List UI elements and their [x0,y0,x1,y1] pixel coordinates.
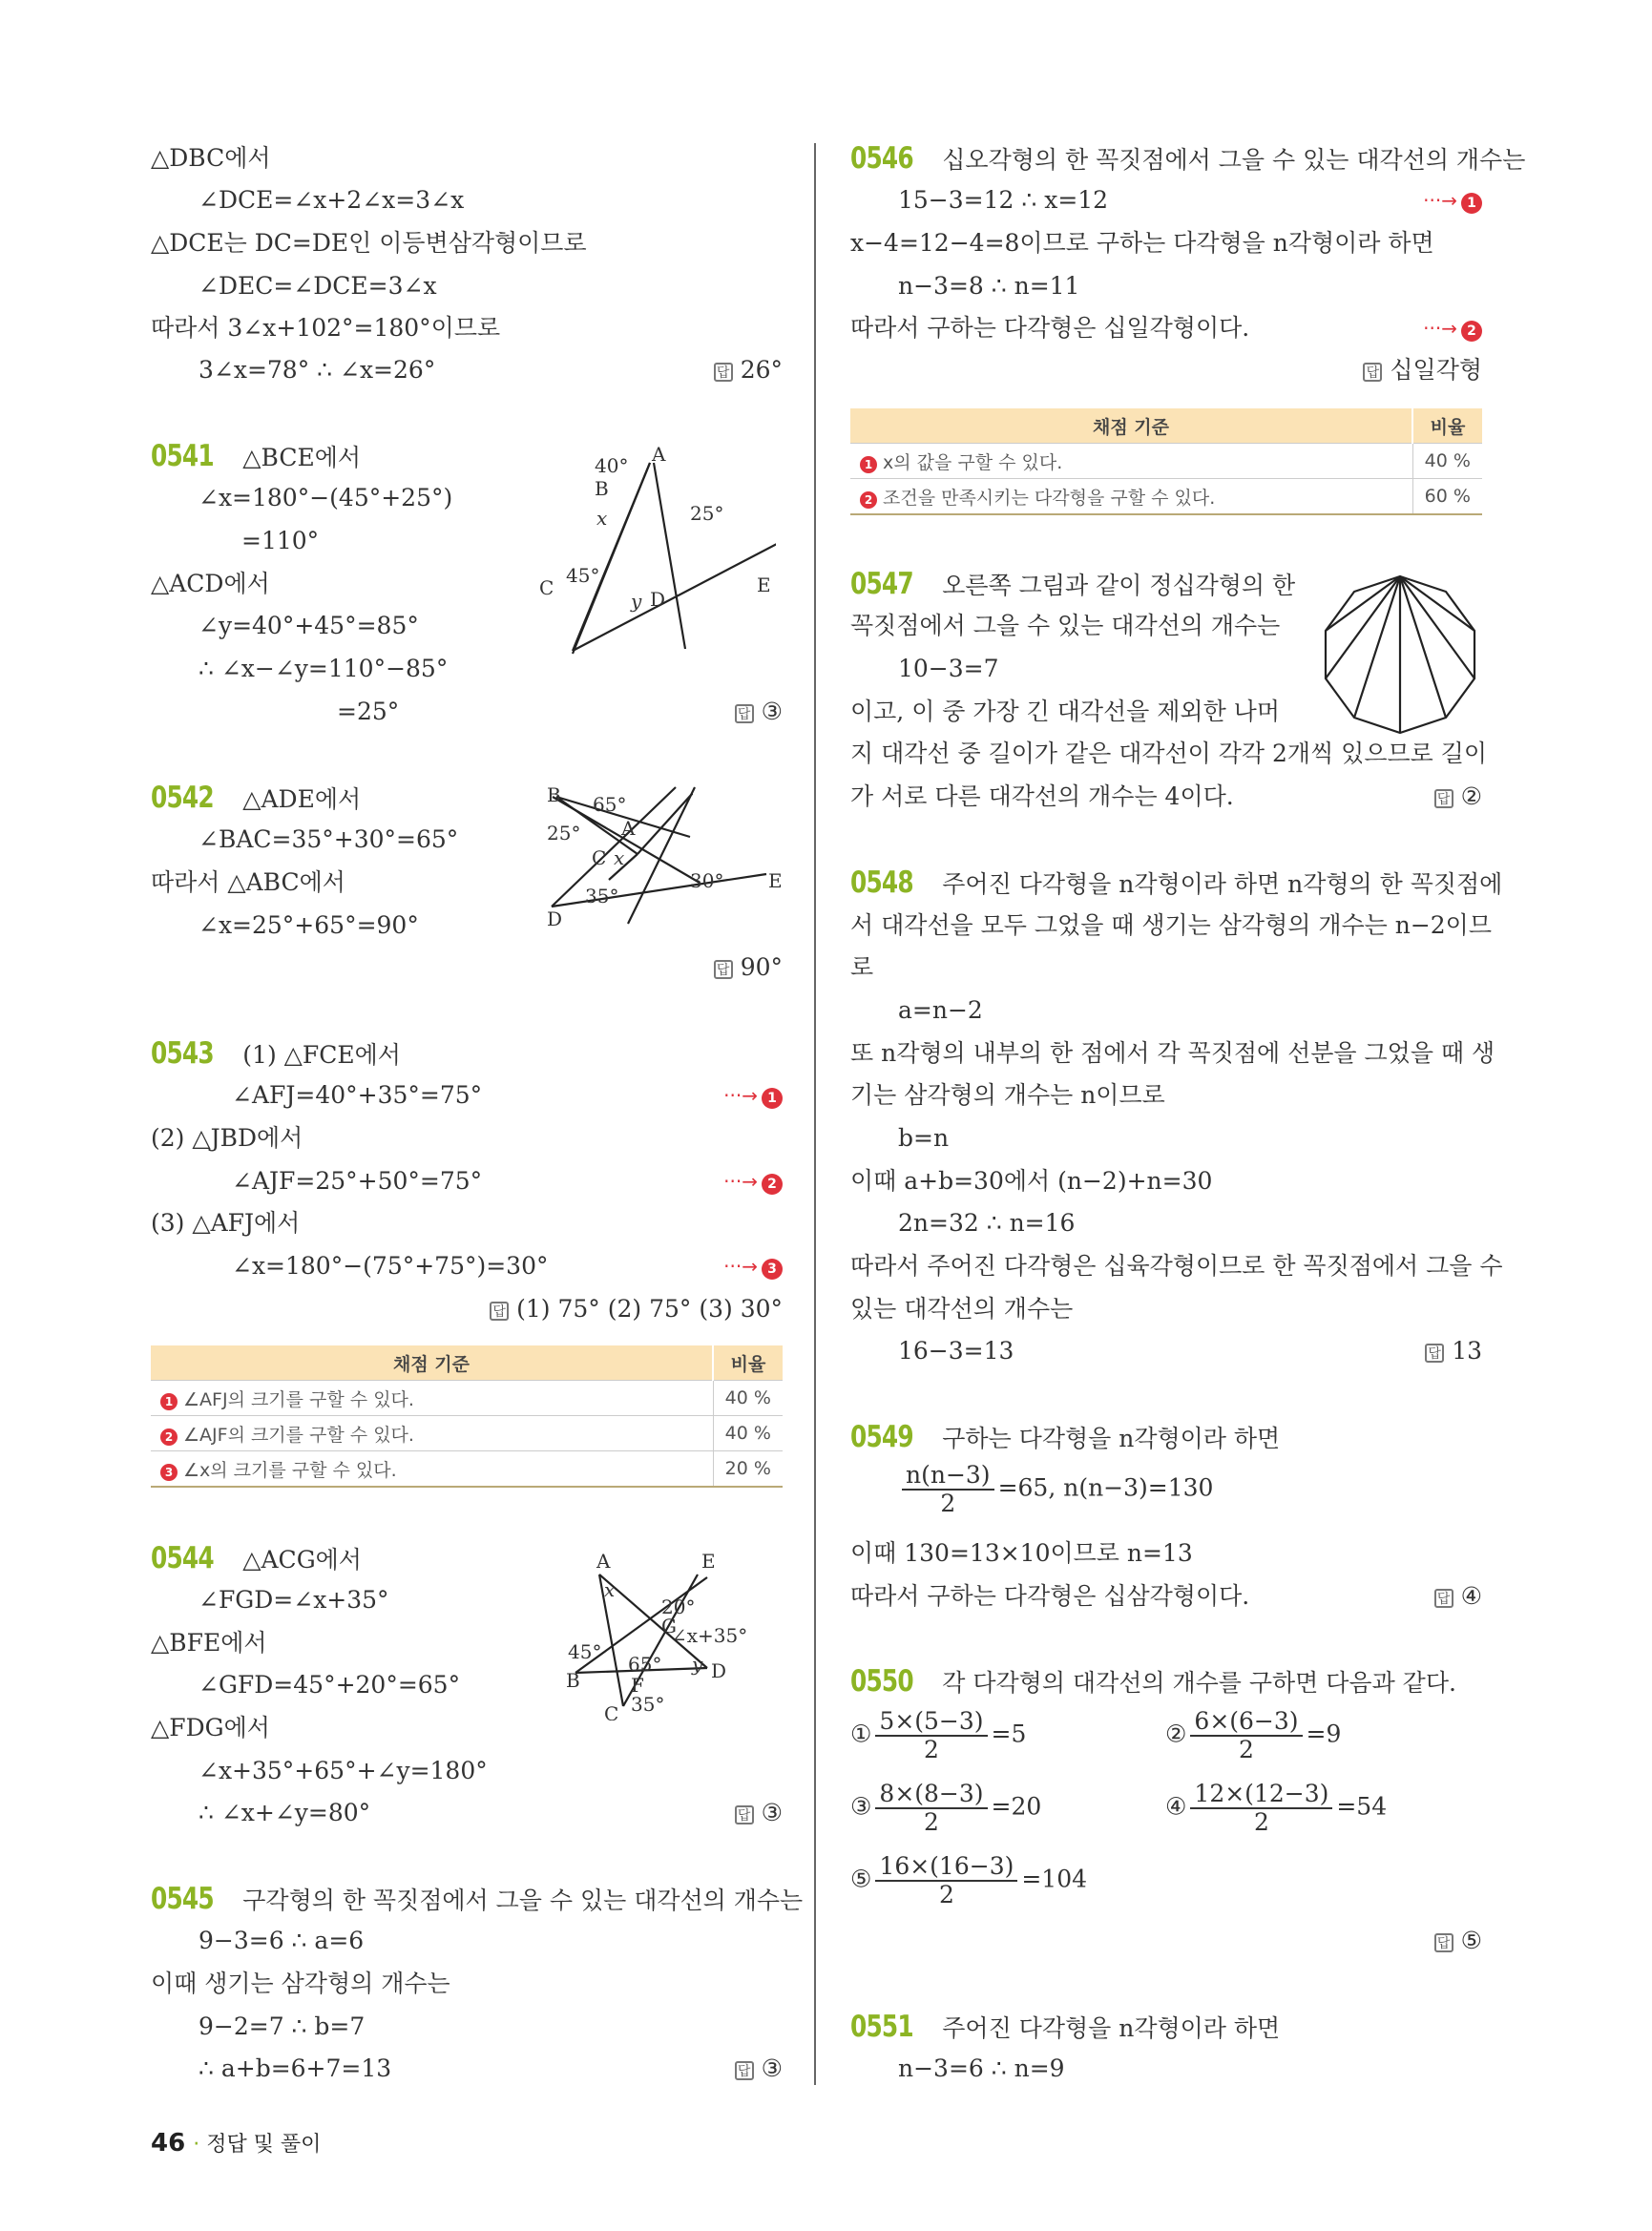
decagon-figure [1318,573,1482,735]
text-line: b=n [898,1124,950,1152]
figure-0541 [537,444,776,663]
answer: 답 ⑤ [1434,1926,1482,1956]
problem-0545-head: 0545 구각형의 한 꼭짓점에서 그을 수 있는 대각선의 개수는 [151,1882,804,1916]
text-line: 9−2=7 ∴ b=7 [199,2012,366,2040]
text-line: 따라서 주어진 다각형은 십육각형이므로 한 꼭짓점에서 그을 수 [850,1252,1503,1280]
problem-0546-head: 0546 십오각형의 한 꼭짓점에서 그을 수 있는 대각선의 개수는 [850,141,1526,176]
text-line: 15−3=12 ∴ x=12 [898,186,1109,214]
text-line: ∠GFD=45°+20°=65° [199,1671,461,1699]
text-line: ∴ ∠x−∠y=110°−85° [199,655,449,682]
angle-label: x [614,846,625,869]
page-footer: 46 · 정답 및 풀이 [151,2129,322,2158]
problem-number: 0542 [151,781,214,815]
table-row: 2 ∠AJF의 크기를 구할 수 있다. 40 % [151,1416,783,1451]
answer: 답 ② [1434,782,1482,812]
angle-label: 65° [593,793,627,816]
text-line: △ACD에서 [151,570,270,597]
vertex-label: C [604,1702,619,1720]
step-marker: ···→ 2 [1423,313,1482,344]
text-line: ∠x=25°+65°=90° [199,911,419,939]
text-line: ∠x=180°−(45°+25°) [199,484,453,511]
page-number: 46 [151,2129,186,2158]
angle-label: 25° [690,502,724,525]
answer-icon: 답 [1434,1933,1453,1952]
grading-table [151,1345,783,1488]
table-row: 2 조건을 만족시키는 다각형을 구할 수 있다. 60 % [850,479,1482,515]
answer: 답 ③ [735,697,783,727]
angle-label: 45° [566,564,600,587]
vertex-label: B [595,477,609,500]
step-marker: ···→ 3 [723,1251,783,1282]
answer: 답 13 [1425,1336,1482,1366]
angle-label: 35° [631,1693,665,1716]
vertex-label: G [661,1615,677,1637]
vertex-label: A [652,444,666,466]
text-line: x−4=12−4=8이므로 구하는 다각형을 n각형이라 하면 [850,229,1434,257]
text-line: 로 [850,953,874,981]
text-line: 9−3=6 ∴ a=6 [199,1927,365,1954]
answer: 답 90° [714,952,783,983]
vertex-label: D [547,907,563,926]
table-header: 비율 [1412,408,1482,444]
problem-number: 0545 [151,1882,214,1916]
problem-0547-head: 0547 오른쪽 그림과 같이 정십각형의 한 [850,567,1296,601]
answer-icon: 답 [490,1302,509,1321]
step-marker: ···→ 1 [723,1080,783,1111]
problem-number: 0549 [850,1420,913,1454]
vertex-label: F [631,1674,644,1697]
text-line: △BFE에서 [151,1629,267,1657]
option-item: ⑤ $\frac{16\times(16-3)}{2}$ =104 [850,1852,1088,1908]
text-line: ∠x=180°−(75°+75°)=30° [232,1252,549,1280]
text-line: 따라서 △ABC에서 [151,868,345,896]
answer: 답 십일각형 [1363,355,1482,386]
figure-0544 [566,1553,781,1720]
problem-0549-head: 0549 구하는 다각형을 n각형이라 하면 [850,1420,1281,1454]
text-line: 3∠x=78° ∴ ∠x=26° [199,356,436,384]
fraction: $\frac{n(n-3)}{2}$ [902,1462,994,1517]
vertex-label: E [701,1553,716,1573]
text-line: △DBC에서 [151,144,271,172]
vertex-label: E [757,573,771,596]
problem-0551-head: 0551 주어진 다각형을 n각형이라 하면 [850,2010,1281,2044]
problem-number: 0541 [151,439,214,473]
option-item: ② $\frac{6\times(6-3)}{2}$ =9 [1165,1707,1342,1763]
table-header: 비율 [713,1345,783,1381]
problem-number: 0548 [850,865,913,900]
vertex-label: B [566,1669,580,1692]
text-line: n−3=6 ∴ n=9 [898,2054,1065,2082]
answer-icon: 답 [1434,1589,1453,1608]
text-line: ∴ ∠x+∠y=80° [199,1799,371,1826]
angle-label: ∠x+35° [671,1624,748,1647]
option-item: ③ $\frac{8\times(8-3)}{2}$ =20 [850,1780,1042,1836]
angle-label: x [604,1578,616,1601]
answer-icon: 답 [714,960,733,979]
answer: 답 ③ [735,2054,783,2084]
answer-icon: 답 [1434,789,1453,808]
problem-0542-head: 0542 △ADE에서 [151,781,362,815]
text-line: 16−3=13 [898,1337,1014,1365]
answer-icon: 답 [1363,363,1382,382]
table-row: 1 x의 값을 구할 수 있다. 40 % [850,444,1482,479]
text-line: 10−3=7 [898,655,999,682]
text-line: 이때 생기는 삼각형의 개수는 [151,1970,450,1997]
vertex-label: C [539,576,554,599]
text-line: 가 서로 다른 대각선의 개수는 4이다. [850,782,1234,810]
text-line: 이고, 이 중 가장 긴 대각선을 제외한 나머 [850,698,1280,725]
text-line: ∠BAC=35°+30°=65° [199,825,459,853]
angle-label: 20° [661,1595,696,1618]
answer: 답 (1) 75° (2) 75° (3) 30° [490,1294,783,1324]
angle-label: 65° [628,1653,662,1676]
vertex-label: A [596,1553,611,1573]
text-line: 서 대각선을 모두 그었을 때 생기는 삼각형의 개수는 n−2이므 [850,911,1492,939]
text-line: 또 n각형의 내부의 한 점에서 각 꼭짓점에 선분을 그었을 때 생 [850,1039,1495,1067]
problem-0548-head: 0548 주어진 다각형을 n각형이라 하면 n각형의 한 꼭짓점에 [850,865,1503,900]
vertex-label: D [650,588,666,611]
angle-label: 45° [568,1640,602,1663]
text-line: ∠DEC=∠DCE=3∠x [199,272,437,300]
table-row: 3 ∠x의 크기를 구할 수 있다. 20 % [151,1451,783,1488]
table-header: 채점 기준 [151,1345,713,1381]
problem-number: 0550 [850,1664,913,1699]
text-line: 꼭짓점에서 그을 수 있는 대각선의 개수는 [850,612,1281,639]
text-line: ∴ a+b=6+7=13 [199,2054,392,2082]
answer: 답 ④ [1434,1581,1482,1612]
text-line: =25° [337,698,400,725]
footer-title: 정답 및 풀이 [206,2133,322,2157]
answer-icon: 답 [735,2061,754,2080]
problem-0550-head: 0550 각 다각형의 대각선의 개수를 구하면 다음과 같다. [850,1664,1456,1699]
text-line: △FDG에서 [151,1714,270,1741]
vertex-label: D [711,1659,727,1682]
problem-0543-head: 0543 (1) △FCE에서 [151,1036,401,1071]
text-line: ∠y=40°+45°=85° [199,612,419,639]
text-line: ∠x+35°+65°+∠y=180° [199,1757,488,1784]
answer: 답 ③ [735,1798,783,1828]
angle-label: y [692,1653,703,1676]
vertex-label: A [621,817,636,840]
text-line: 이때 a+b=30에서 (n−2)+n=30 [850,1167,1213,1195]
text-line: △DCE는 DC=DE인 이등변삼각형이므로 [151,229,587,257]
option-item: ④ $\frac{12\times(12-3)}{2}$ =54 [1165,1780,1388,1836]
grading-table [850,408,1482,515]
column-divider [814,143,816,2085]
problem-number: 0547 [850,567,913,601]
text-line: ∠AFJ=40°+35°=75° [232,1081,483,1109]
problem-number: 0544 [151,1541,214,1575]
problem-number: 0546 [850,141,913,176]
text-line: 따라서 3∠x+102°=180°이므로 [151,314,501,342]
text-line: n−3=8 ∴ n=11 [898,272,1080,300]
text-line: a=n−2 [898,996,983,1024]
angle-label: x [596,507,608,530]
problem-0541-head: 0541 △BCE에서 [151,439,362,473]
text-line: ∠FGD=∠x+35° [199,1586,389,1614]
angle-label: 25° [547,822,581,844]
step-marker: ···→ 1 [1423,185,1482,216]
text-line: 있는 대각선의 개수는 [850,1295,1074,1323]
table-row: 1 ∠AFJ의 크기를 구할 수 있다. 40 % [151,1381,783,1416]
text-line: ∠AJF=25°+50°=75° [232,1167,483,1195]
text-line: 따라서 구하는 다각형은 십일각형이다. [850,314,1250,342]
angle-label: 35° [585,885,619,907]
angle-label: y [631,590,642,613]
text-line: (2) △JBD에서 [151,1124,303,1152]
problem-0544-head: 0544 △ACG에서 [151,1541,362,1575]
answer-icon: 답 [1425,1344,1444,1363]
fraction-line: $\frac{n(n-3)}{2}$ =65, n(n−3)=130 [898,1462,1213,1523]
text-line: 따라서 구하는 다각형은 십삼각형이다. [850,1582,1250,1610]
answer-icon: 답 [714,363,733,382]
vertex-label: E [768,869,783,892]
vertex-label: B [547,783,561,806]
text-line: (3) △AFJ에서 [151,1209,301,1237]
text-line: 기는 삼각형의 개수는 n이므로 [850,1081,1165,1109]
problem-number: 0543 [151,1036,214,1071]
text-line: 지 대각선 중 길이가 같은 대각선이 각각 2개씩 있으므로 길이 [850,740,1488,767]
text-line: ∠DCE=∠x+2∠x=3∠x [199,186,465,214]
answer-icon: 답 [735,704,754,723]
option-item: ① $\frac{5\times(5-3)}{2}$ =5 [850,1707,1027,1763]
angle-label: 30° [690,869,724,892]
answer: 답 26° [714,355,783,386]
table-header: 채점 기준 [850,408,1412,444]
problem-number: 0551 [850,2010,913,2044]
vertex-label: C [592,846,607,869]
answer-icon: 답 [735,1805,754,1824]
text-line: 2n=32 ∴ n=16 [898,1209,1076,1237]
text-line: 이때 130=13×10이므로 n=13 [850,1539,1193,1567]
step-marker: ···→ 2 [723,1166,783,1197]
angle-label: 40° [595,454,629,477]
text-line: =110° [241,527,320,554]
figure-0542 [547,782,785,926]
